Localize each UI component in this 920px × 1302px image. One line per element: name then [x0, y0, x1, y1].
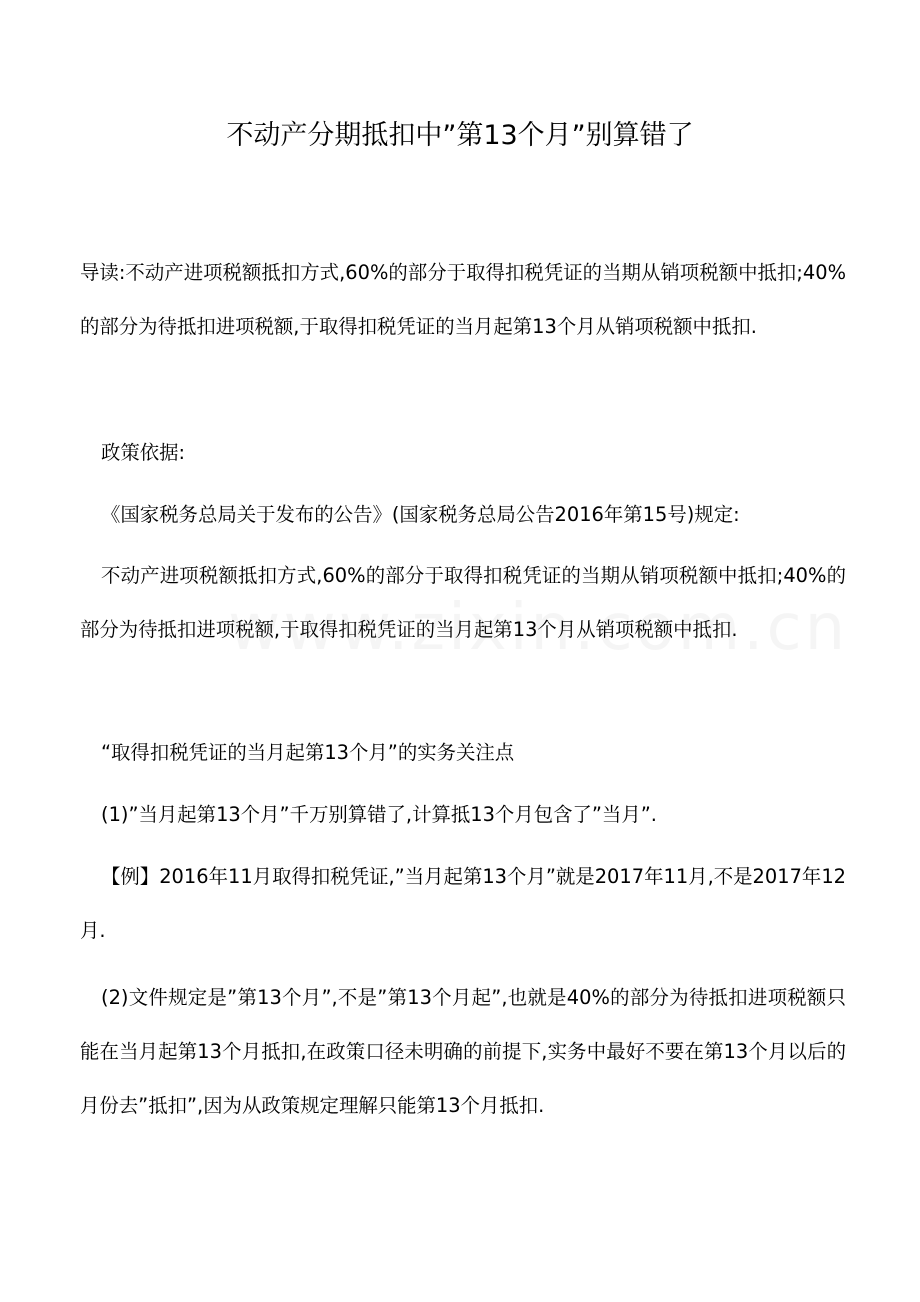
point-2-paragraph: (2)文件规定是”第13个月”,不是”第13个月起”,也就是40%的部分为待抵扣进项税额只能在当月起第13个月抵扣,在政策口径未明确的前提下,实务中最好不要在第13个月以后的月份去”抵扣”,因为从政策规定理解只能第13个月抵扣.: [80, 986, 846, 1117]
focus-points-heading: “取得扣税凭证的当月起第13个月”的实务关注点: [101, 741, 515, 764]
example-paragraph: 【例】2016年11月取得扣税凭证,”当月起第13个月”就是2017年11月,不是2017年12月.: [80, 865, 846, 942]
policy-rule-paragraph: 不动产进项税额抵扣方式,60%的部分于取得扣税凭证的当期从销项税额中抵扣;40%的部分为待抵扣进项税额,于取得扣税凭证的当月起第13个月从销项税额中抵扣.: [80, 564, 846, 641]
policy-basis-heading: 政策依据:: [101, 441, 186, 464]
point-1-paragraph: (1)”当月起第13个月”千万别算错了,计算抵13个月包含了”当月”.: [101, 803, 657, 826]
intro-paragraph: 导读:不动产进项税额抵扣方式,60%的部分于取得扣税凭证的当期从销项税额中抵扣;40%的部分为待抵扣进项税额,于取得扣税凭证的当月起第13个月从销项税额中抵扣.: [80, 261, 846, 338]
document-title: 不动产分期抵扣中”第13个月”别算错了: [226, 120, 694, 151]
policy-notice-paragraph: 《国家税务总局关于发布的公告》(国家税务总局公告2016年第15号)规定:: [101, 503, 740, 526]
